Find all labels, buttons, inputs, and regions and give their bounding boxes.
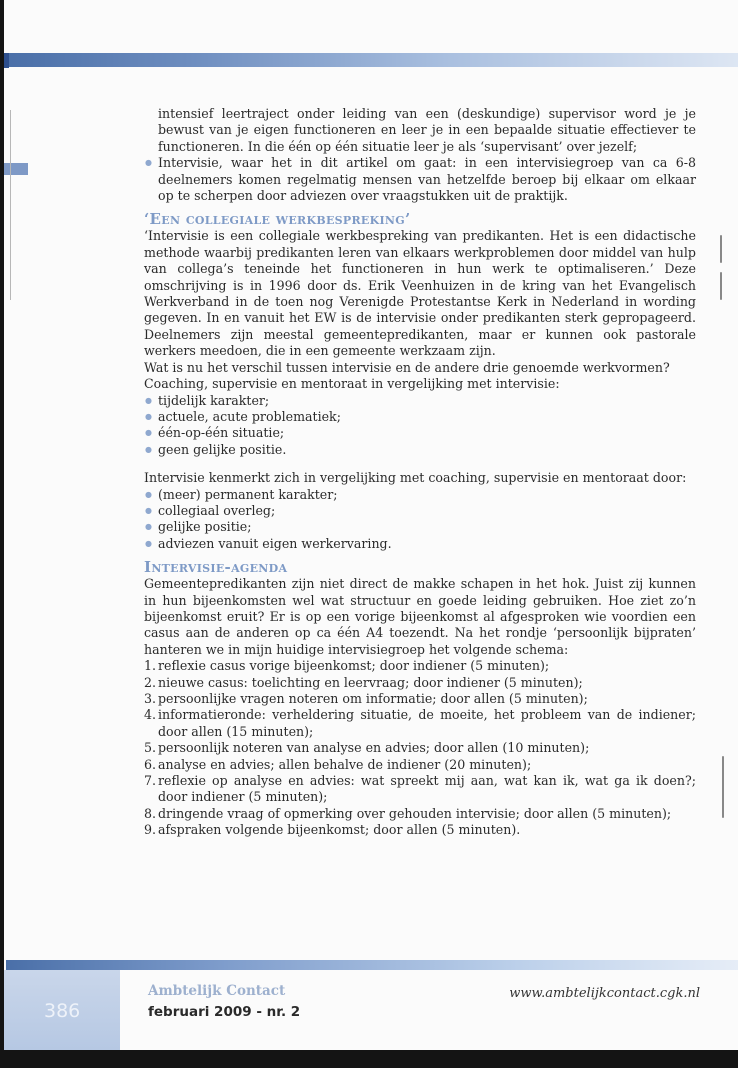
agenda-step: 1. reflexie casus vorige bijeenkomst; door indiener (5 minuten); xyxy=(144,658,550,674)
agenda-step: 7. reflexie op analyse en advies: wat spreekt mij aan, wat kan ik, wat ga ik doen?; door indiener (5 minuten); xyxy=(144,773,696,805)
compare-intro: Coaching, supervisie en mentoraat in vergelijking met intervisie: xyxy=(144,376,560,392)
agenda-step: 9. afspraken volgende bijeenkomst; door allen (5 minuten). xyxy=(144,822,521,838)
magazine-title: Ambtelijk Contact xyxy=(148,983,286,999)
list-item: ● tijdelijk karakter; xyxy=(144,393,696,409)
top-color-bar xyxy=(6,53,738,67)
agenda-step: 2. nieuwe casus: toelichting en leervraag; door indiener (5 minuten); xyxy=(144,674,583,690)
agenda-paragraph: Gemeentepredikanten zijn niet direct de makke schapen in het hok. Juist zij kunnen in hun bijeenkomsten wel wat structuur en goede leiding gebruiken. Hoe ziet zo’n bijeenkomst eruit? Er is op een vorige bijeenkomst al afgesproken wie voordien een casus aan de anderen op ca één A4 toezendt. Na het rondje ‘persoonlijk bijpraten’ hanteren we in mijn huidige intervisiegroep het volgende schema: xyxy=(144,576,696,657)
list-item: ● collegiaal overleg; xyxy=(144,503,696,519)
agenda-steps xyxy=(144,658,696,838)
magazine-page xyxy=(4,0,738,1050)
list-item: ● geen gelijke positie. xyxy=(144,442,696,458)
margin-tab-marker xyxy=(4,163,28,175)
section-heading-collegiale: ‘Een collegiale werkbespreking’ xyxy=(144,210,411,229)
website-link[interactable]: www.ambtelijkcontact.cgk.nl xyxy=(509,986,700,1001)
list-item: ● adviezen vanuit eigen werkervaring. xyxy=(144,536,696,552)
article-body xyxy=(144,106,696,839)
left-accent-block xyxy=(4,53,9,68)
agenda-step: 5. persoonlijk noteren van analyse en advies; door allen (10 minuten); xyxy=(144,740,590,756)
section-heading-agenda: Intervisie-agenda xyxy=(144,558,288,577)
page-number: 386 xyxy=(44,1000,81,1022)
agenda-step: 3. persoonlijke vragen noteren om informatie; door allen (5 minuten); xyxy=(144,691,588,706)
question-paragraph: Wat is nu het verschil tussen intervisie en de andere drie genoemde werkvormen? xyxy=(144,359,670,375)
agenda-step: 4. informatieronde: verheldering situatie, de moeite, het probleem van de indiener; door allen (15 minuten); xyxy=(144,707,696,739)
definition-paragraph: ‘Intervisie is een collegiale werkbespreking van predikanten. Het is een didactische methode waarbij predikanten leren van elkaars werkproblemen door middel van hulp van collega’s teneinde het functioneren in hun werk te optimaliseren.’ Deze omschrijving is in 1996 door ds. Erik Veenhuizen in de kring van het Evangelisch Werkverband in de toen nog Verenigde Protestantse Kerk in Nederland in wording gegeven. In en vanuit het EW is de intervisie onder predikanten sterk gepropageerd. Deelnemers zijn meestal gemeentepredikanten, maar er kunnen ook pastorale werkers meedoen, die in een gemeente werkzaam zijn. xyxy=(144,228,696,359)
bullet-intervisie: ● Intervisie, waar het in dit artikel om gaat: in een intervisiegroep van ca 6-8 deelnemers komen regelmatig mensen van hetzelfde beroep bij elkaar om elkaar op te scherpen door adviezen over vraagstukken uit de praktijk. xyxy=(144,155,696,204)
spacer xyxy=(144,458,696,470)
issue-label: februari 2009 - nr. 2 xyxy=(148,1004,301,1020)
agenda-step: 6. analyse en advies; allen behalve de indiener (20 minuten); xyxy=(144,756,532,772)
intro-paragraph: intensief leertraject onder leiding van een (deskundige) supervisor word je je bewust van je eigen functioneren en leer je in een bepaalde situatie effectiever te functioneren. In die één op één situatie leer je als ‘supervisant’ over jezelf; xyxy=(158,106,696,154)
intervisie-intro: Intervisie kenmerkt zich in vergelijking met coaching, supervisie en mentoraat door: xyxy=(144,470,687,486)
agenda-step: 8. dringende vraag of opmerking over gehouden intervisie; door allen (5 minuten); xyxy=(144,805,672,821)
list-item: ● actuele, acute problematiek; xyxy=(144,409,696,425)
bottom-color-bar xyxy=(6,960,738,970)
list-item: ● gelijke positie; xyxy=(144,519,696,535)
list-item: ● één-op-één situatie; xyxy=(144,425,696,441)
list-item: ● (meer) permanent karakter; xyxy=(144,487,696,503)
margin-rule xyxy=(10,110,11,300)
